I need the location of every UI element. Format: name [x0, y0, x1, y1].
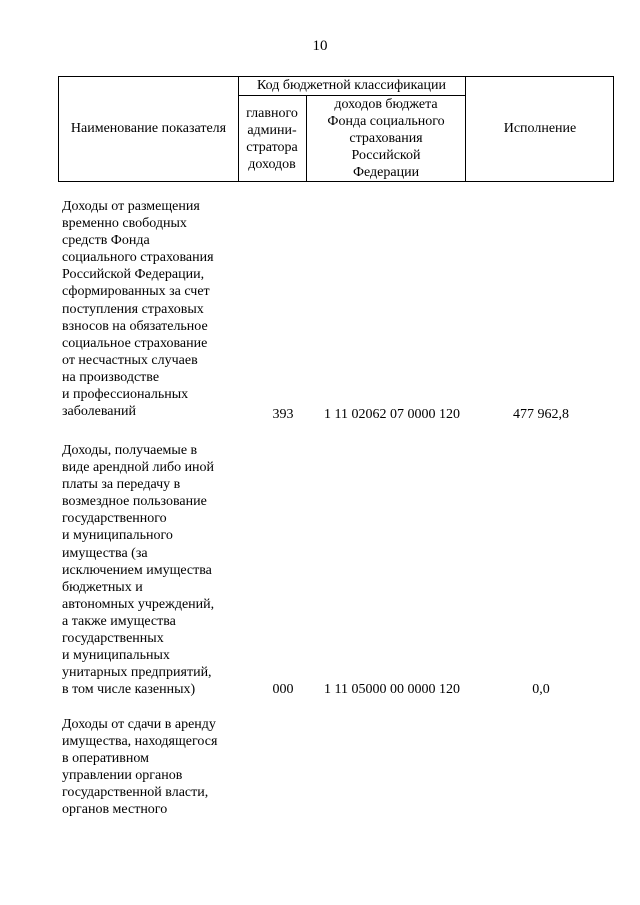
row-admin-code: 393	[272, 407, 294, 422]
table-header	[58, 76, 614, 182]
row-indicator-name: Доходы от размещения временно свободных средств Фонда социального страхования Российской Федерации, сформированных за счет поступления страховых взносов на обязательное социальное страхование от несчастных случаев на производстве и профессиональных заболеваний	[62, 199, 214, 420]
header-code-group	[238, 77, 465, 181]
header-admin-column: главного админи- стратора доходов	[238, 96, 307, 181]
header-code-title: Код бюджетной классификации	[238, 77, 465, 96]
row-execution-value: 0,0	[532, 682, 550, 697]
row-indicator-name: Доходы, получаемые в виде арендной либо иной платы за передачу в возмездное пользование государственного и муниципального имущества (за исключением имущества бюджетных и автономных учреждений, а также имущества государственных и муниципальных унитарных предприятий, в том числе казенных)	[62, 443, 215, 698]
row-budget-code: 1 11 02062 07 0000 120	[324, 407, 460, 422]
row-indicator-name: Доходы от сдачи в аренду имущества, находящегося в оперативном управлении органов государственной власти, органов местного	[62, 717, 218, 818]
row-budget-code: 1 11 05000 00 0000 120	[324, 682, 460, 697]
header-income-column: доходов бюджета Фонда социального страхования Российской Федерации	[327, 97, 445, 180]
header-name-column: Наименование показателя	[59, 77, 239, 181]
row-execution-value: 477 962,8	[513, 407, 569, 422]
header-execution-column: Исполнение	[465, 77, 614, 181]
page-number: 10	[312, 38, 328, 54]
row-admin-code: 000	[272, 682, 294, 697]
